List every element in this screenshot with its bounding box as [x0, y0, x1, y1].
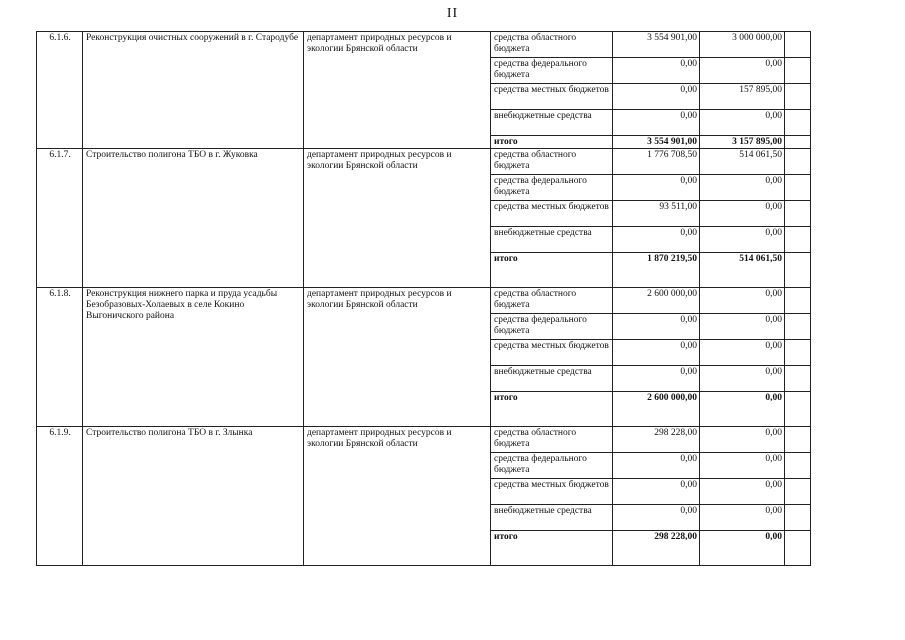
item-code: 6.1.7. — [37, 149, 83, 288]
item-name: Реконструкция очистных сооружений в г. Стародубе — [83, 32, 304, 149]
empty-cell — [785, 175, 811, 201]
amount-2: 0,00 — [700, 366, 785, 392]
total-label: итого — [491, 136, 613, 149]
empty-cell — [785, 392, 811, 427]
amount-2: 514 061,50 — [700, 149, 785, 175]
item-name: Строительство полигона ТБО в г. Злынка — [83, 427, 304, 566]
amount-1: 93 511,00 — [613, 201, 700, 227]
amount-2: 3 000 000,00 — [700, 32, 785, 58]
amount-1: 0,00 — [613, 314, 700, 340]
empty-cell — [785, 149, 811, 175]
funding-source: средства областного бюджета — [491, 32, 613, 58]
funding-source: внебюджетные средства — [491, 110, 613, 136]
amount-1: 0,00 — [613, 84, 700, 110]
amount-1: 0,00 — [613, 340, 700, 366]
budget-table-body — [37, 32, 811, 566]
funding-source: средства федерального бюджета — [491, 453, 613, 479]
amount-1: 0,00 — [613, 505, 700, 531]
empty-cell — [785, 201, 811, 227]
amount-2: 0,00 — [700, 427, 785, 453]
empty-cell — [785, 453, 811, 479]
funding-source: средства местных бюджетов — [491, 84, 613, 110]
empty-cell — [785, 314, 811, 340]
empty-cell — [785, 505, 811, 531]
page-number: II — [446, 6, 459, 21]
amount-2: 0,00 — [700, 314, 785, 340]
empty-cell — [785, 479, 811, 505]
funding-source: внебюджетные средства — [491, 505, 613, 531]
amount-2: 0,00 — [700, 453, 785, 479]
total-amount-1: 298 228,00 — [613, 531, 700, 566]
empty-cell — [785, 531, 811, 566]
item-name: Реконструкция нижнего парка и пруда усадьбы Безобразовых-Холаевых в селе Кокино Выгоничского района — [83, 288, 304, 427]
empty-cell — [785, 58, 811, 84]
amount-1: 0,00 — [613, 479, 700, 505]
funding-source: внебюджетные средства — [491, 227, 613, 253]
total-amount-1: 1 870 219,50 — [613, 253, 700, 288]
empty-cell — [785, 427, 811, 453]
amount-1: 0,00 — [613, 175, 700, 201]
total-label: итого — [491, 531, 613, 566]
empty-cell — [785, 32, 811, 58]
empty-cell — [785, 227, 811, 253]
item-code: 6.1.8. — [37, 288, 83, 427]
funding-source: средства местных бюджетов — [491, 479, 613, 505]
funding-source: средства областного бюджета — [491, 427, 613, 453]
item-code: 6.1.6. — [37, 32, 83, 149]
funding-source: средства местных бюджетов — [491, 201, 613, 227]
amount-2: 0,00 — [700, 340, 785, 366]
amount-1: 3 554 901,00 — [613, 32, 700, 58]
total-amount-2: 514 061,50 — [700, 253, 785, 288]
amount-2: 0,00 — [700, 479, 785, 505]
empty-cell — [785, 288, 811, 314]
amount-2: 0,00 — [700, 505, 785, 531]
total-amount-1: 2 600 000,00 — [613, 392, 700, 427]
amount-1: 1 776 708,50 — [613, 149, 700, 175]
amount-2: 0,00 — [700, 110, 785, 136]
funding-source: средства областного бюджета — [491, 149, 613, 175]
empty-cell — [785, 136, 811, 149]
funding-source: средства федерального бюджета — [491, 175, 613, 201]
amount-2: 0,00 — [700, 175, 785, 201]
item-name: Строительство полигона ТБО в г. Жуковка — [83, 149, 304, 288]
amount-2: 0,00 — [700, 288, 785, 314]
amount-2: 157 895,00 — [700, 84, 785, 110]
funding-source: средства местных бюджетов — [491, 340, 613, 366]
empty-cell — [785, 84, 811, 110]
source-row — [37, 427, 811, 453]
empty-cell — [785, 253, 811, 288]
source-row — [37, 288, 811, 314]
item-executor: департамент природных ресурсов и экологии Брянской области — [304, 427, 491, 566]
source-row — [37, 149, 811, 175]
item-executor: департамент природных ресурсов и экологии Брянской области — [304, 32, 491, 149]
amount-1: 298 228,00 — [613, 427, 700, 453]
amount-1: 0,00 — [613, 366, 700, 392]
amount-2: 0,00 — [700, 227, 785, 253]
funding-source: средства областного бюджета — [491, 288, 613, 314]
total-label: итого — [491, 253, 613, 288]
empty-cell — [785, 366, 811, 392]
item-executor: департамент природных ресурсов и экологии Брянской области — [304, 149, 491, 288]
amount-1: 0,00 — [613, 110, 700, 136]
total-amount-1: 3 554 901,00 — [613, 136, 700, 149]
funding-source: средства федерального бюджета — [491, 58, 613, 84]
empty-cell — [785, 110, 811, 136]
amount-1: 0,00 — [613, 58, 700, 84]
amount-1: 0,00 — [613, 453, 700, 479]
item-code: 6.1.9. — [37, 427, 83, 566]
amount-2: 0,00 — [700, 58, 785, 84]
amount-1: 2 600 000,00 — [613, 288, 700, 314]
total-amount-2: 0,00 — [700, 531, 785, 566]
amount-1: 0,00 — [613, 227, 700, 253]
total-amount-2: 0,00 — [700, 392, 785, 427]
item-executor: департамент природных ресурсов и экологии Брянской области — [304, 288, 491, 427]
budget-table — [36, 31, 811, 566]
total-amount-2: 3 157 895,00 — [700, 136, 785, 149]
total-label: итого — [491, 392, 613, 427]
funding-source: средства федерального бюджета — [491, 314, 613, 340]
source-row — [37, 32, 811, 58]
empty-cell — [785, 340, 811, 366]
amount-2: 0,00 — [700, 201, 785, 227]
funding-source: внебюджетные средства — [491, 366, 613, 392]
